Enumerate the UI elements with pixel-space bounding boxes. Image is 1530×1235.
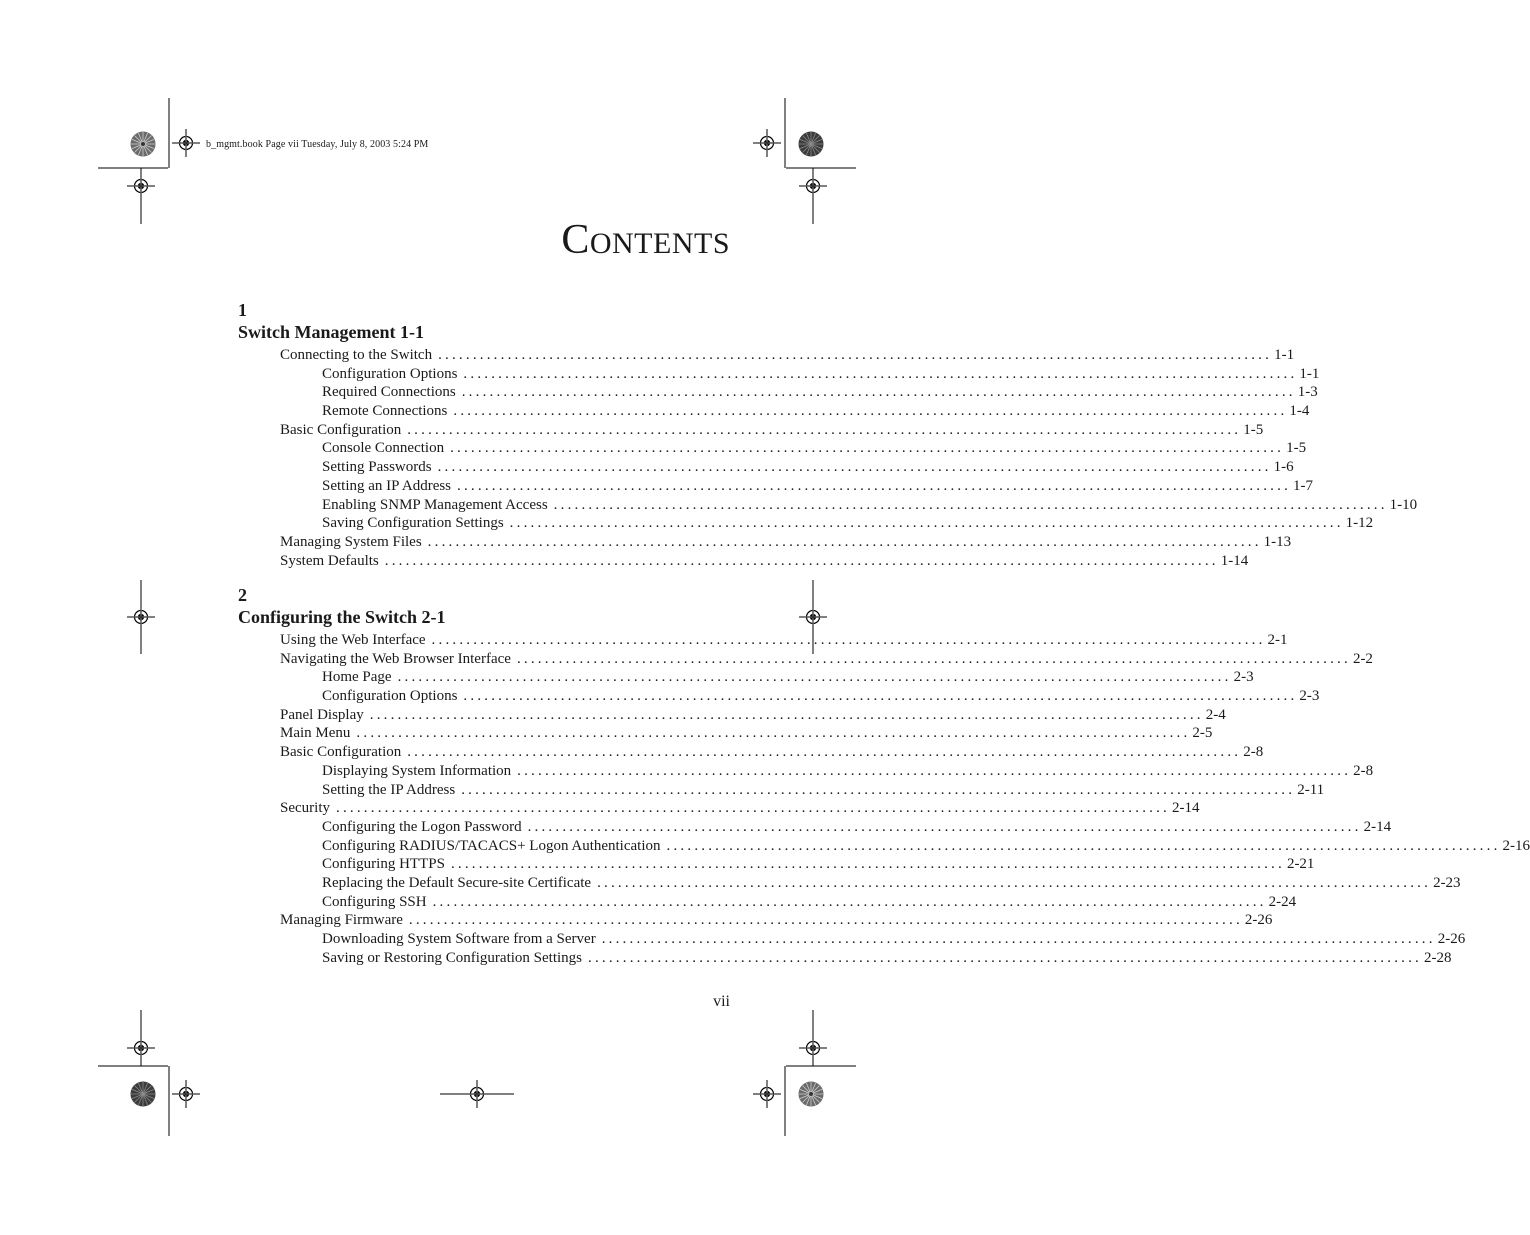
toc-entry-page: 1-13 xyxy=(1263,533,1292,550)
toc-entry-page: 2-3 xyxy=(1299,688,1320,705)
toc-entry[interactable] xyxy=(238,931,1466,950)
toc-entry-page: 2-1 xyxy=(1267,632,1288,648)
toc-entry-page: 2-4 xyxy=(1205,706,1226,723)
dot-leader: ........................................................................................................................ xyxy=(597,874,1432,891)
toc-entry-label: Basic Configuration xyxy=(280,744,402,761)
chapter-title[interactable]: Configuring the Switch 2-1 xyxy=(238,607,446,627)
toc-entry-label: Required Connections xyxy=(322,384,456,401)
toc-entry[interactable] xyxy=(238,421,1264,441)
toc-entry-label: Main Menu xyxy=(280,725,351,742)
chapter-number: 1 xyxy=(238,300,247,320)
toc-entry[interactable] xyxy=(238,650,1373,670)
toc-entry-label: Using the Web Interface xyxy=(280,632,426,648)
dot-leader: ........................................................................................................................ xyxy=(527,818,1362,835)
toc-entry-label: Managing System Files xyxy=(280,533,422,550)
toc-entry-label: Configuring RADIUS/TACACS+ Logon Authentication xyxy=(322,837,661,854)
dot-leader: ........................................................................................................................ xyxy=(431,632,1266,648)
toc-entry-label: System Defaults xyxy=(280,552,379,569)
toc-entry-page: 1-12 xyxy=(1345,515,1374,532)
dot-leader: ........................................................................................................................ xyxy=(432,893,1267,910)
toc-entry-label: Configuring HTTPS xyxy=(322,856,445,873)
toc-entry[interactable] xyxy=(238,818,1392,838)
toc-entry-label: Panel Display xyxy=(280,706,364,723)
toc-entry[interactable] xyxy=(238,781,1325,801)
toc-entry-label: Displaying System Information xyxy=(322,762,512,779)
toc-entry[interactable] xyxy=(238,365,1320,385)
toc-entry-label: Home Page xyxy=(322,669,392,686)
dot-leader: ........................................................................................................................ xyxy=(407,744,1242,761)
dot-leader: ........................................................................................................................ xyxy=(369,706,1204,723)
toc-entry[interactable] xyxy=(238,856,1315,875)
chapter-title[interactable]: Switch Management 1-1 xyxy=(238,322,424,342)
toc-entry-label: Connecting to the Switch xyxy=(280,347,433,363)
toc-entry-label: Setting an IP Address xyxy=(322,477,452,494)
dot-leader: ........................................................................................................................ xyxy=(438,347,1273,363)
toc-entry-page: 2-26 xyxy=(1437,931,1466,947)
toc-entry-page: 1-1 xyxy=(1274,347,1295,363)
dot-leader: ........................................................................................................................ xyxy=(601,931,1436,947)
toc-entry[interactable] xyxy=(238,632,1288,651)
dot-leader: ........................................................................................................................ xyxy=(516,650,1351,667)
toc-entry-label: Enabling SNMP Management Access xyxy=(322,496,548,513)
toc-entry[interactable] xyxy=(238,725,1213,744)
toc-entry[interactable] xyxy=(238,706,1226,726)
toc-entry-page: 2-16 xyxy=(1502,837,1530,854)
title-rest: ONTENTS xyxy=(589,227,730,260)
dot-leader: ........................................................................................................................ xyxy=(461,781,1296,798)
toc-entry-page: 1-4 xyxy=(1289,403,1310,420)
toc-entry[interactable] xyxy=(238,762,1374,782)
page-title xyxy=(561,216,730,264)
toc-entry-label: Configuration Options xyxy=(322,688,458,705)
toc-entry-page: 1-10 xyxy=(1389,496,1418,513)
print-slug: b_mgmt.book Page vii Tuesday, July 8, 2003 5:24 PM xyxy=(206,139,429,150)
toc-entry[interactable] xyxy=(238,744,1264,763)
dot-leader: ........................................................................................................................ xyxy=(463,688,1298,705)
dot-leader: ........................................................................................................................ xyxy=(384,552,1219,569)
dot-leader: ........................................................................................................................ xyxy=(336,800,1170,817)
toc-entry[interactable] xyxy=(238,874,1461,894)
toc-entry-page: 2-8 xyxy=(1243,744,1264,761)
toc-entry-page: 2-26 xyxy=(1244,912,1273,929)
toc-entry-label: Setting Passwords xyxy=(322,459,432,476)
toc-entry-label: Downloading System Software from a Server xyxy=(322,931,596,947)
toc-entry-label: Replacing the Default Secure-site Certificate xyxy=(322,874,592,891)
dot-leader: ........................................................................................................................ xyxy=(356,725,1191,742)
toc-entry-label: Configuring SSH xyxy=(322,893,427,910)
dot-leader: ........................................................................................................................ xyxy=(407,421,1242,438)
chapter-2-entries xyxy=(238,632,1530,968)
toc-entry-page: 1-1 xyxy=(1299,365,1320,382)
toc-entry-label: Managing Firmware xyxy=(280,912,403,929)
toc-entry-page: 2-14 xyxy=(1363,818,1392,835)
chapter-number: 2 xyxy=(238,585,247,605)
toc-entry[interactable] xyxy=(238,384,1318,403)
dot-leader: ........................................................................................................................ xyxy=(517,762,1352,779)
dot-leader: ........................................................................................................................ xyxy=(463,365,1298,382)
toc-entry-page: 1-5 xyxy=(1286,440,1307,457)
dot-leader: ........................................................................................................................ xyxy=(509,515,1344,532)
toc-entry[interactable] xyxy=(238,459,1294,478)
toc-entry-label: Navigating the Web Browser Interface xyxy=(280,650,511,667)
toc-entry[interactable] xyxy=(238,800,1200,819)
chapter-1-entries xyxy=(238,347,1418,571)
toc-entry[interactable] xyxy=(238,552,1249,572)
dot-leader: ........................................................................................................................ xyxy=(427,533,1262,550)
dot-leader: ........................................................................................................................ xyxy=(553,496,1388,513)
toc-entry[interactable] xyxy=(238,477,1314,497)
toc-entry-page: 2-2 xyxy=(1352,650,1373,667)
dot-leader: ........................................................................................................................ xyxy=(453,403,1288,420)
toc-entry[interactable] xyxy=(238,949,1452,969)
toc-entry[interactable] xyxy=(238,515,1374,534)
toc-entry-label: Remote Connections xyxy=(322,403,448,420)
toc-entry-page: 1-14 xyxy=(1220,552,1249,569)
dot-leader: ........................................................................................................................ xyxy=(408,912,1243,929)
toc-entry-page: 2-11 xyxy=(1297,781,1325,798)
toc-entry[interactable] xyxy=(238,893,1297,913)
dot-leader: ........................................................................................................................ xyxy=(397,669,1232,686)
toc-entry[interactable] xyxy=(238,403,1310,422)
toc-entry-page: 2-28 xyxy=(1424,949,1452,966)
toc-entry[interactable] xyxy=(238,912,1273,931)
dot-leader: ........................................................................................................................ xyxy=(437,459,1272,476)
toc-entry-label: Security xyxy=(280,800,330,817)
toc-entry-label: Console Connection xyxy=(322,440,445,457)
dot-leader: ........................................................................................................................ xyxy=(588,949,1422,966)
toc-entry[interactable] xyxy=(238,533,1292,553)
dot-leader: ........................................................................................................................ xyxy=(457,477,1292,494)
toc-entry-page: 2-21 xyxy=(1286,856,1315,873)
toc-entry[interactable] xyxy=(238,440,1307,459)
toc-entry[interactable] xyxy=(238,347,1295,366)
toc-entry-label: Basic Configuration xyxy=(280,421,402,438)
toc-entry-page: 2-3 xyxy=(1233,669,1254,686)
toc-entry-label: Saving or Restoring Configuration Settings xyxy=(322,949,582,966)
dot-leader: ........................................................................................................................ xyxy=(450,440,1285,457)
toc-entry-page: 2-23 xyxy=(1433,874,1461,891)
dot-leader: ........................................................................................................................ xyxy=(450,856,1285,873)
page-number: vii xyxy=(713,993,730,1010)
toc-entry-label: Configuration Options xyxy=(322,365,458,382)
toc-entry-label: Saving Configuration Settings xyxy=(322,515,504,532)
toc-entry-page: 2-5 xyxy=(1192,725,1213,742)
toc-entry[interactable] xyxy=(238,496,1418,516)
toc-entry-page: 1-3 xyxy=(1297,384,1318,401)
dot-leader: ........................................................................................................................ xyxy=(461,384,1296,401)
toc-entry-page: 2-14 xyxy=(1172,800,1200,817)
toc-entry-label: Configuring the Logon Password xyxy=(322,818,522,835)
toc-entry[interactable] xyxy=(238,837,1530,857)
toc-entry-page: 1-7 xyxy=(1293,477,1314,494)
toc-entry-label: Setting the IP Address xyxy=(322,781,456,798)
toc-entry-page: 2-24 xyxy=(1268,893,1297,910)
toc-entry[interactable] xyxy=(238,669,1254,688)
toc-entry-page: 1-5 xyxy=(1243,421,1264,438)
toc-entry-page: 1-6 xyxy=(1273,459,1294,476)
title-initial: C xyxy=(561,217,590,263)
toc-entry-page: 2-8 xyxy=(1353,762,1374,779)
dot-leader: ........................................................................................................................ xyxy=(666,837,1501,854)
toc-entry[interactable] xyxy=(238,688,1320,707)
